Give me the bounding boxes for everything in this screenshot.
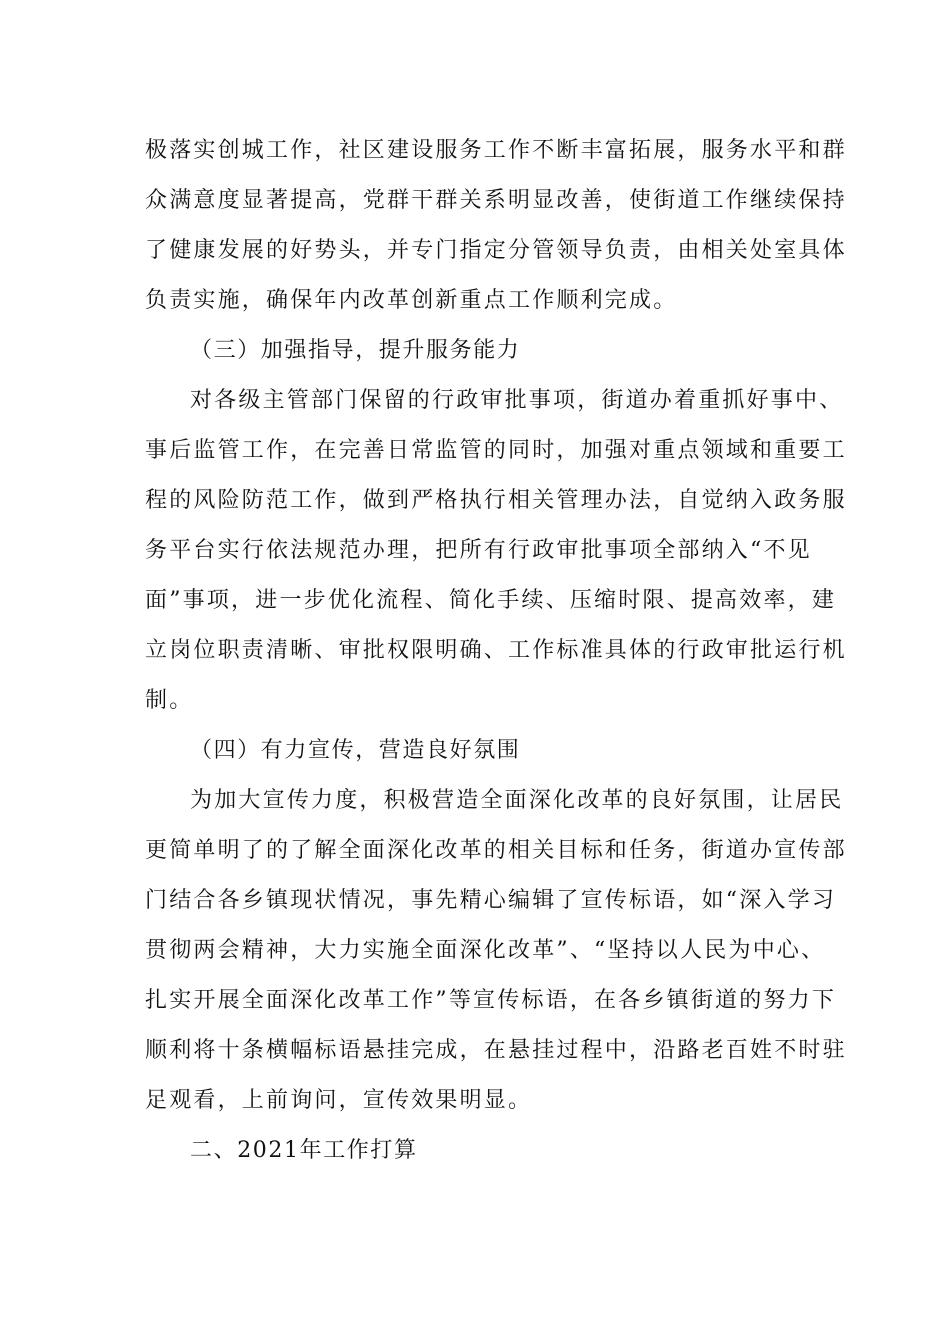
body-text-line: 足观看，上前询问，宣传效果明显。 xyxy=(145,1088,533,1113)
body-text-line: 门结合各乡镇现状情况，事先精心编辑了宣传标语，如“深入学习 xyxy=(145,888,837,913)
body-text-line: 顺利将十条横幅标语悬挂完成，在悬挂过程中，沿路老百姓不时驻 xyxy=(145,1038,847,1063)
body-text-line: 扎实开展全面深化改革工作”等宣传标语，在各乡镇街道的努力下 xyxy=(145,988,837,1013)
body-text-line: 贯彻两会精神，大力实施全面深化改革”、“坚持以人民为中心、 xyxy=(145,938,826,963)
body-text-line: 更简单明了的了解全面深化改革的相关目标和任务，街道办宣传部 xyxy=(145,838,847,863)
body-text-line: 务平台实行依法规范办理，把所有行政审批事项全部纳入“不见 xyxy=(145,538,812,563)
section-heading-2021-plan: 二、2021年工作打算 xyxy=(190,1138,418,1163)
body-text-line: 面”事项，进一步优化流程、简化手续、压缩时限、提高效率，建 xyxy=(145,588,837,613)
body-text-line: 程的风险防范工作，做到严格执行相关管理办法，自觉纳入政务服 xyxy=(145,488,847,513)
body-text-line: 众满意度显著提高，党群干群关系明显改善，使街道工作继续保持 xyxy=(145,188,847,213)
body-text-line: 极落实创城工作，社区建设服务工作不断丰富拓展，服务水平和群 xyxy=(145,138,847,163)
body-text-line: 为加大宣传力度，积极营造全面深化改革的良好氛围，让居民 xyxy=(190,788,844,813)
body-text-line: 立岗位职责清晰、审批权限明确、工作标准具体的行政审批运行机 xyxy=(145,638,847,663)
body-text-line: 制。 xyxy=(145,688,194,713)
body-text-line: 对各级主管部门保留的行政审批事项，街道办着重抓好事中、 xyxy=(190,388,844,413)
body-text-line: 负责实施，确保年内改革创新重点工作顺利完成。 xyxy=(145,288,678,313)
body-text-line: 了健康发展的好势头，并专门指定分管领导负责，由相关处室具体 xyxy=(145,238,847,263)
section-heading-3: （三）加强指导，提升服务能力 xyxy=(190,338,521,363)
section-heading-4: （四）有力宣传，营造良好氛围 xyxy=(190,738,521,763)
body-text-line: 事后监管工作，在完善日常监管的同时，加强对重点领域和重要工 xyxy=(145,438,847,463)
